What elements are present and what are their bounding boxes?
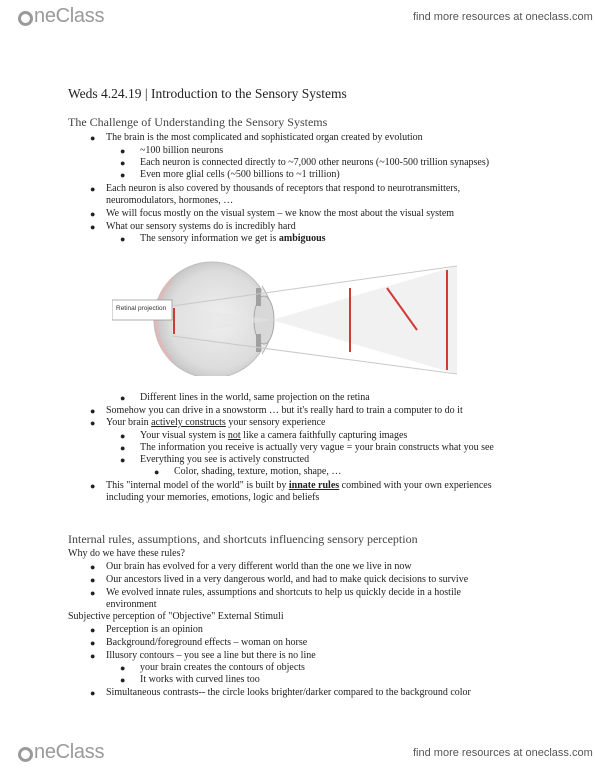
list-item: ● Simultaneous contrasts-- the circle looks brighter/darker compared to the background color <box>90 687 471 698</box>
list-item: ● Even more glial cells (~500 billions to ~1 trillion) <box>120 169 340 180</box>
question-heading: Why do we have these rules? <box>68 548 185 559</box>
list-item-continuation: environment <box>106 599 157 610</box>
list-item: ● The information you receive is actually very vague = your brain constructs what you see <box>120 442 494 453</box>
list-item: ● Different lines in the world, same projection on the retina <box>120 392 370 403</box>
bullet-icon: ● <box>120 431 126 441</box>
bullet-icon: ● <box>90 406 96 416</box>
list-item-continuation: including your memories, emotions, logic and beliefs <box>106 492 320 503</box>
bullet-icon: ● <box>120 234 126 244</box>
list-item: ● Our ancestors lived in a very dangerous world, and had to make quick decisions to survive <box>90 574 469 585</box>
footer <box>0 736 595 770</box>
bullet-icon: ● <box>120 663 126 673</box>
list-item: ● We will focus mostly on the visual system – we know the most about the visual system <box>90 208 455 219</box>
bullet-icon: ● <box>120 170 126 180</box>
list-item: ● Background/foreground effects – woman on horse <box>90 637 308 648</box>
logo-circle-icon <box>18 11 33 26</box>
list-item: ● We evolved innate rules, assumptions and shortcuts to help us quickly decide in a hostile <box>90 587 461 598</box>
bullet-icon: ● <box>90 209 96 219</box>
list-item: ● The brain is the most complicated and sophisticated organ created by evolution <box>90 132 423 143</box>
list-item: ● Perception is an opinion <box>90 624 203 635</box>
bullet-icon: ● <box>90 575 96 585</box>
bullet-icon: ● <box>90 481 96 491</box>
page-title: Weds 4.24.19 | Introduction to the Sensory Systems <box>68 86 347 101</box>
bullet-icon: ● <box>90 562 96 572</box>
list-item: ● Your brain actively constructs your sensory experience <box>90 417 326 428</box>
list-item: ● Everything you see is actively constructed <box>120 454 310 465</box>
list-item: ● Your visual system is not like a camera faithfully capturing images <box>120 430 408 441</box>
oneclass-logo[interactable]: neClass <box>18 5 104 28</box>
list-item: ● your brain creates the contours of objects <box>120 662 305 673</box>
header-resources-link[interactable]: find more resources at oneclass.com <box>413 11 593 23</box>
figure-label: Retinal projection <box>116 305 167 312</box>
list-item: ● Somehow you can drive in a snowstorm … but it's really hard to train a computer to do it <box>90 405 463 416</box>
retinal-projection-figure <box>112 258 472 376</box>
list-item: ● It works with curved lines too <box>120 674 260 685</box>
list-item: ● Illusory contours – you see a line but there is no line <box>90 650 316 661</box>
bullet-icon: ● <box>120 393 126 403</box>
list-item-continuation: neuromodulators, hormones, … <box>106 195 234 206</box>
logo-circle-icon <box>18 747 33 762</box>
header <box>0 0 595 34</box>
oneclass-logo[interactable]: neClass <box>18 741 104 764</box>
bullet-icon: ● <box>90 688 96 698</box>
footer-resources-link[interactable]: find more resources at oneclass.com <box>413 747 593 759</box>
bullet-icon: ● <box>154 467 160 477</box>
list-item: ● What our sensory systems do is incredibly hard <box>90 221 296 232</box>
bullet-icon: ● <box>90 418 96 428</box>
section-heading-1: The Challenge of Understanding the Sensory Systems <box>68 115 328 129</box>
bullet-icon: ● <box>90 222 96 232</box>
list-item: ● Each neuron is connected directly to ~7,000 other neurons (~100-500 trillion synapses) <box>120 157 490 168</box>
bullet-icon: ● <box>90 651 96 661</box>
list-item: ● This "internal model of the world" is built by innate rules combined with your own experiences <box>90 480 492 491</box>
bullet-icon: ● <box>120 158 126 168</box>
list-item: ● ~100 billion neurons <box>120 145 224 156</box>
bullet-icon: ● <box>90 184 96 194</box>
bullet-icon: ● <box>90 625 96 635</box>
bullet-icon: ● <box>90 133 96 143</box>
bullet-icon: ● <box>90 588 96 598</box>
list-item: ● Our brain has evolved for a very different world than the one we live in now <box>90 561 412 572</box>
bullet-icon: ● <box>120 675 126 685</box>
bullet-icon: ● <box>120 443 126 453</box>
subheading: Subjective perception of "Objective" External Stimuli <box>68 611 284 622</box>
section-heading-2: Internal rules, assumptions, and shortcuts influencing sensory perception <box>68 532 418 546</box>
list-item: ● The sensory information we get is ambiguous <box>120 233 326 244</box>
list-item: ● Color, shading, texture, motion, shape, … <box>154 466 342 477</box>
bullet-icon: ● <box>120 146 126 156</box>
list-item: ● Each neuron is also covered by thousands of receptors that respond to neurotransmitters, <box>90 183 461 194</box>
bullet-icon: ● <box>120 455 126 465</box>
bullet-icon: ● <box>90 638 96 648</box>
